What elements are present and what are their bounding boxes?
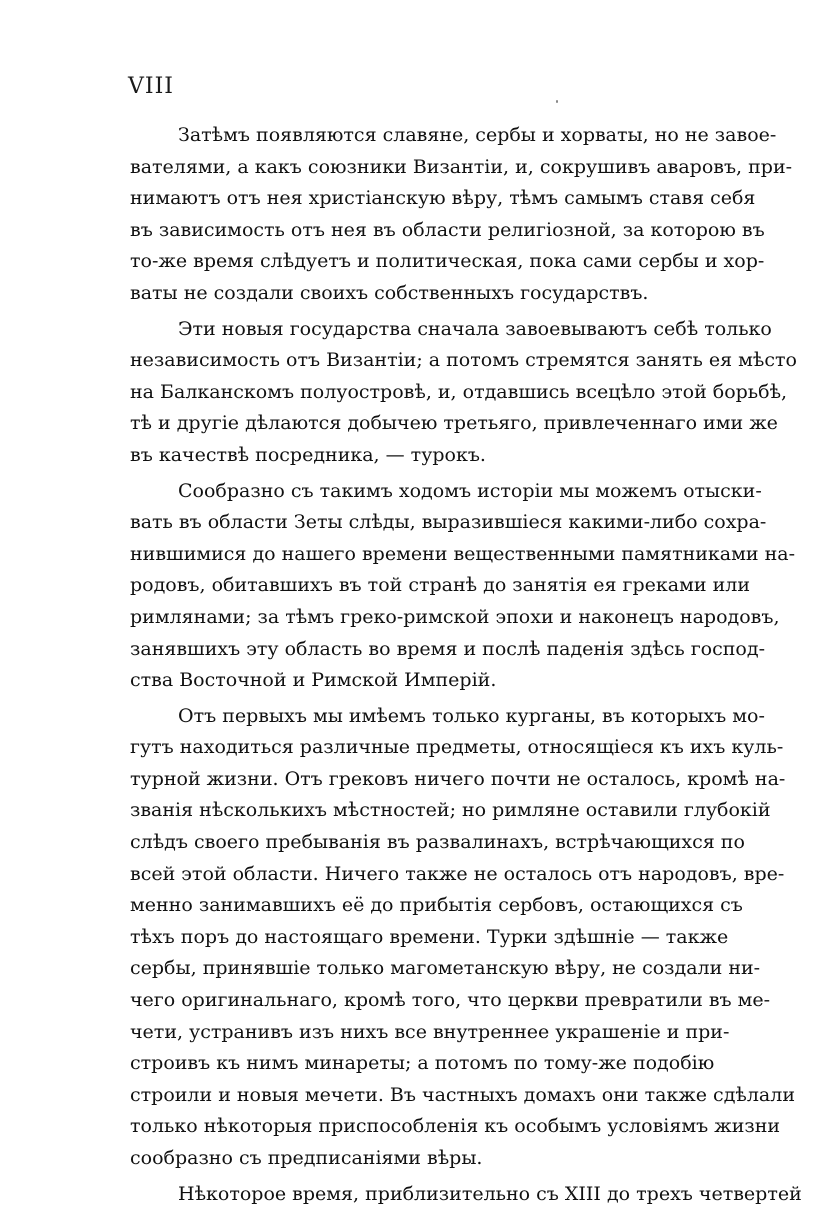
text-line: Эти новыя государства сначала завоевываютъ себѣ только xyxy=(178,317,772,340)
body-text xyxy=(130,120,802,1214)
text-line: занявшихъ эту область во время и послѣ паденія здѣсь господ- xyxy=(130,637,765,660)
text-line: нившимися до нашего времени вещественными памятниками на- xyxy=(130,542,796,565)
paragraph xyxy=(130,120,793,310)
text-line: то-же время слѣдуетъ и политическая, пока сами сербы и хор- xyxy=(130,250,765,273)
paragraph xyxy=(130,701,795,1175)
paper-speck xyxy=(556,100,558,103)
text-line: строивъ къ нимъ минареты; а потомъ по тому-же подобію xyxy=(130,1052,715,1075)
text-line: римлянами; за тѣмъ греко-римской эпохи и наконецъ народовъ, xyxy=(130,605,780,628)
text-line: чети, устранивъ изъ нихъ все внутреннее украшеніе и при- xyxy=(130,1020,730,1043)
text-line: въ зависимость отъ нея въ области религіозной, за которою въ xyxy=(130,218,765,241)
text-line: сообразно съ предписаніями вѣры. xyxy=(130,1147,483,1169)
text-line: строили и новыя мечети. Въ частныхъ домахъ они также сдѣлали xyxy=(130,1083,795,1106)
text-line: слѣдъ своего пребыванія въ развалинахъ, встрѣчающихся по xyxy=(130,831,745,854)
text-line: гутъ находиться различные предметы, относящіеся къ ихъ куль- xyxy=(130,736,784,759)
text-line: вать въ области Зеты слѣды, выразившіеся какими-либо сохра- xyxy=(130,511,767,534)
text-line: только нѣкоторыя приспособленія къ особымъ условіямъ жизни xyxy=(130,1115,781,1138)
text-line: сербы, принявшіе только магометанскую вѣру, не создали ни- xyxy=(130,957,761,980)
text-line: Нѣкоторое время, приблизительно съ XIII до трехъ четвертей xyxy=(178,1182,802,1205)
text-line: родовъ, обитавшихъ въ той странѣ до занятія ея греками или xyxy=(130,574,750,597)
text-line: на Балканскомъ полуостровѣ, и, отдавшись всецѣло этой борьбѣ, xyxy=(130,380,788,403)
text-line: Затѣмъ появляются славяне, сербы и хорваты, но не завое- xyxy=(178,124,777,146)
text-line: ваты не создали своихъ собственныхъ государствъ. xyxy=(130,281,649,304)
text-line: званія нѣсколькихъ мѣстностей; но римляне оставили глубокій xyxy=(130,799,771,822)
text-line: турной жизни. Отъ грековъ ничего почти не осталось, кромѣ на- xyxy=(130,767,786,790)
text-line: тѣ и другіе дѣлаются добычею третьяго, привлеченнаго ими же xyxy=(130,412,778,435)
paragraph xyxy=(130,476,796,697)
text-line: вателями, а какъ союзники Византіи, и, сокрушивъ аваровъ, при- xyxy=(130,155,793,178)
paragraph xyxy=(130,314,797,472)
text-line: въ качествѣ посредника, — турокъ. xyxy=(130,443,486,466)
text-line: тѣхъ поръ до настоящаго времени. Турки здѣшніе — также xyxy=(130,925,729,948)
text-line: нимаютъ отъ нея христіанскую вѣру, тѣмъ самымъ ставя себя xyxy=(130,187,756,210)
page-number: VIII xyxy=(128,74,174,99)
text-line: всей этой области. Ничего также не осталось отъ народовъ, вре- xyxy=(130,862,785,885)
text-line: ства Восточной и Римской Имперій. xyxy=(130,669,497,692)
paragraph xyxy=(130,1179,802,1211)
text-line: Отъ первыхъ мы имѣемъ только курганы, въ которыхъ мо- xyxy=(178,704,765,727)
text-line: менно занимавшихъ её до прибытія сербовъ, остающихся съ xyxy=(130,894,743,917)
text-line: Сообразно съ такимъ ходомъ исторіи мы можемъ отыски- xyxy=(178,479,762,502)
text-line: независимость отъ Византіи; а потомъ стремятся занять ея мѣсто xyxy=(130,349,797,372)
text-line: чего оригинальнаго, кромѣ того, что церкви превратили въ ме- xyxy=(130,989,771,1012)
